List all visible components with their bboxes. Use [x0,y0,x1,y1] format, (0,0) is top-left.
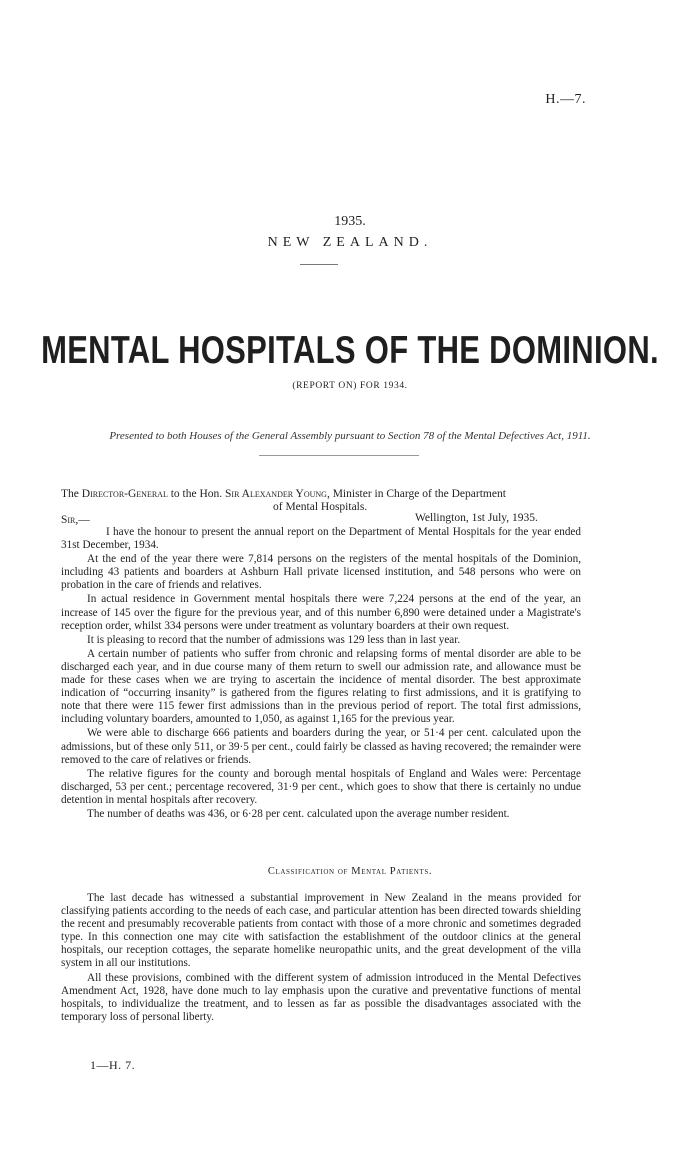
publication-year: 1935. [334,214,366,229]
paragraph: The number of deaths was 436, or 6·28 per cent. calculated upon the average number resident. [87,807,510,820]
letter-address-line [61,488,506,500]
letter-to-rest: Minister in Charge of the Department [332,488,506,500]
paragraph: A certain number of patients who suffer from chronic and relapsing forms of mental disorder are able to be discharged each year, and in due course many of them return to swell our admission rate, and allowance must be made for these cases when we are trying to ascertain the incidence of mental disorder. The best approximate indication of “occurring insanity” is gathered from the figures relating to first admissions, and it is gratifying to note that there were 115 fewer first admissions than in the previous period of report. The total first admissions, including voluntary boarders, amounted to 1,050, as against 1,165 for the previous year. [61,647,581,726]
paragraph: We were able to discharge 666 patients and boarders during the year, or 51·4 per cent. calculated upon the admissions, but of these only 511, or 39·5 per cent., could fairly be classed as having recovered; the remainder were removed to the care of relatives or friends. [61,727,581,766]
paragraph: In actual residence in Government mental hospitals there were 7,224 persons at the end of the year, an increase of 145 over the figure for the previous year, and of this number 6,890 were detained under a Magistrate's reception order, whilst 334 persons were under treatment as voluntary boarders at their own request. [61,593,581,632]
letter-salutation: Sir,— [61,514,90,526]
letter-to-prefix: to the Hon. [170,488,223,500]
letter-dateline: Wellington, 1st July, 1935. [415,512,538,524]
document-reference: H.—7. [545,92,586,107]
letter-to-name: Sir Alexander Young, [225,488,330,500]
letter-from: The [61,488,79,500]
letter-from-title: Director-General [81,488,168,500]
paragraph: It is pleasing to record that the number of admissions was 129 less than in last year. [87,633,461,646]
paragraph: All these provisions, combined with the different system of admission introduced in the Mental Defectives Amendment Act, 1928, have done much to lay emphasis upon the curative and preventative functions of mental hospitals, to individualize the treatment, and to lessen as far as possible the disadvantages associated with the temporary loss of personal liberty. [61,971,581,1023]
presented-note: Presented to both Houses of the General Assembly pursuant to Section 78 of the Mental Defectives Act, 1911. [109,430,591,442]
page-signature: 1—H. 7. [90,1058,136,1072]
paragraph: The relative figures for the county and borough mental hospitals of England and Wales were: Percentage discharged, 53 per cent.; percentage recovered, 31·9 per cent., which goes to show that there is certainly no undue detention in mental hospitals after recovery. [61,767,581,806]
report-body [61,526,581,822]
letter-address-line-2: of Mental Hospitals. [273,501,368,513]
paragraph: I have the honour to present the annual report on the Department of Mental Hospitals for the year ended 31st December, 1934. [61,526,581,552]
paragraph: At the end of the year there were 7,814 persons on the registers of the mental hospitals of the Dominion, including 43 patients and boarders at Ashburn Hall private licensed institution, and 548 persons who were on probation in the care of friends and relatives. [61,553,581,592]
document-title: MENTAL HOSPITALS OF THE DOMINION. [41,328,659,372]
document-subtitle: (REPORT ON) FOR 1934. [292,381,408,391]
section-heading: Classification of Mental Patients. [267,866,433,877]
section-body [61,892,581,1025]
divider-long [259,455,419,456]
country-name: NEW ZEALAND. [267,235,433,250]
paragraph: The last decade has witnessed a substantial improvement in New Zealand in the means provided for classifying patients according to the needs of each case, and particular attention has been directed towards shielding the recent and presumably recoverable patients from contact with those of a more chronic and sometimes degraded type. In this connection one may cite with satisfaction the establishment of the outdoor clinics at the general hospitals, our reception cottages, the separate homelike neuropathic units, and the great development of the villa system in all our institutions. [61,892,581,970]
divider-short [300,264,338,265]
